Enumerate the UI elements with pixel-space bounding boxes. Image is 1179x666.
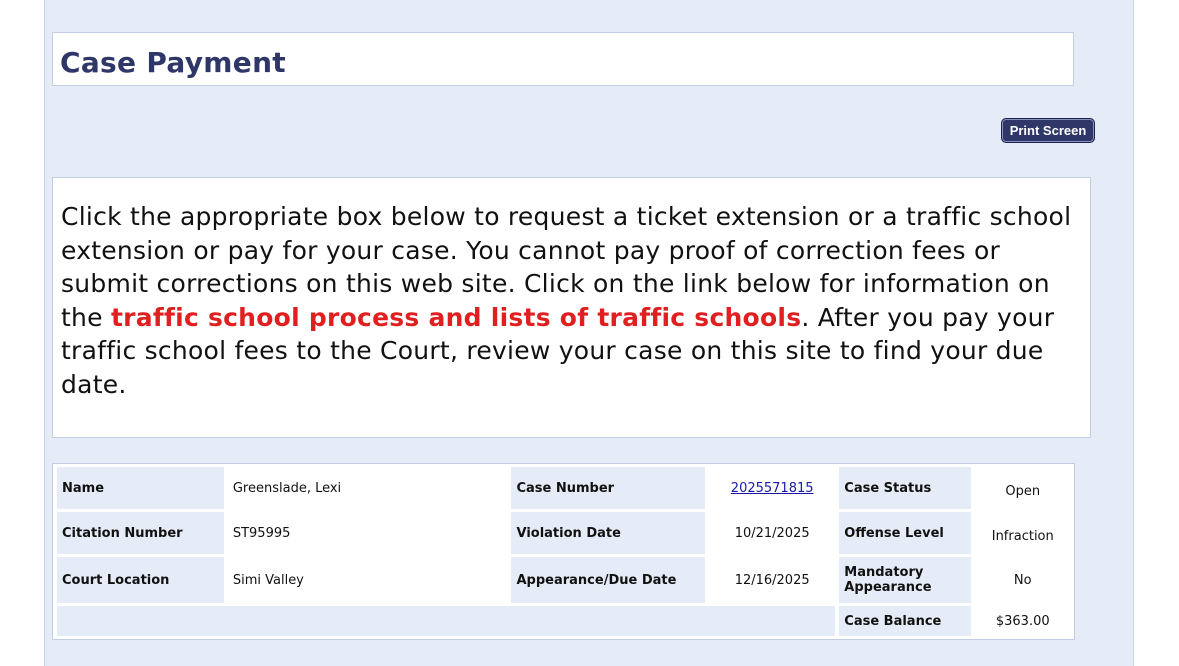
case-status-label: Case Status [839, 467, 971, 509]
violation-date-label: Violation Date [511, 512, 705, 554]
info-text-before: Click the appropriate box below to request a ticket extension or a traffic school extension or pay for your case. You cannot pay proof of correction fees or submit corrections on this web site. Click on the link below for information on the [61, 202, 1072, 332]
table-row [57, 512, 1070, 554]
table-row [57, 606, 1070, 636]
info-text-after: . After you pay your traffic school fees to the Court, review your case on this site to find your due date. [61, 302, 1055, 399]
case-details-table [52, 463, 1075, 640]
violation-date-value: 10/21/2025 [709, 512, 835, 554]
title-box [52, 32, 1074, 86]
offense-level-label: Offense Level [839, 512, 971, 554]
traffic-school-link[interactable]: traffic school process and lists of traffic schools [110, 302, 802, 332]
case-number-link[interactable]: 2025571815 [730, 480, 814, 496]
case-status-value: Open [975, 467, 1070, 509]
appearance-due-date-value: 12/16/2025 [709, 557, 835, 603]
table-row [57, 557, 1070, 603]
name-label: Name [57, 467, 224, 509]
court-location-value: Simi Valley [228, 557, 508, 603]
mandatory-appearance-value: No [975, 557, 1070, 603]
name-value: Greenslade, Lexi [228, 467, 508, 509]
info-text [61, 200, 1081, 402]
mandatory-appearance-label: Mandatory Appearance [839, 557, 971, 603]
info-box [52, 177, 1091, 438]
print-screen-button[interactable]: Print Screen [1001, 118, 1095, 143]
citation-number-value: ST95995 [228, 512, 508, 554]
table-row [57, 467, 1070, 509]
offense-level-value: Infraction [975, 512, 1070, 554]
case-balance-value: $363.00 [975, 606, 1070, 636]
case-number-label: Case Number [511, 467, 705, 509]
page-title: Case Payment [60, 46, 286, 79]
case-balance-label: Case Balance [839, 606, 971, 636]
empty-cell [57, 606, 835, 636]
case-number-cell [709, 467, 835, 509]
court-location-label: Court Location [57, 557, 224, 603]
citation-number-label: Citation Number [57, 512, 224, 554]
appearance-due-date-label: Appearance/Due Date [511, 557, 705, 603]
